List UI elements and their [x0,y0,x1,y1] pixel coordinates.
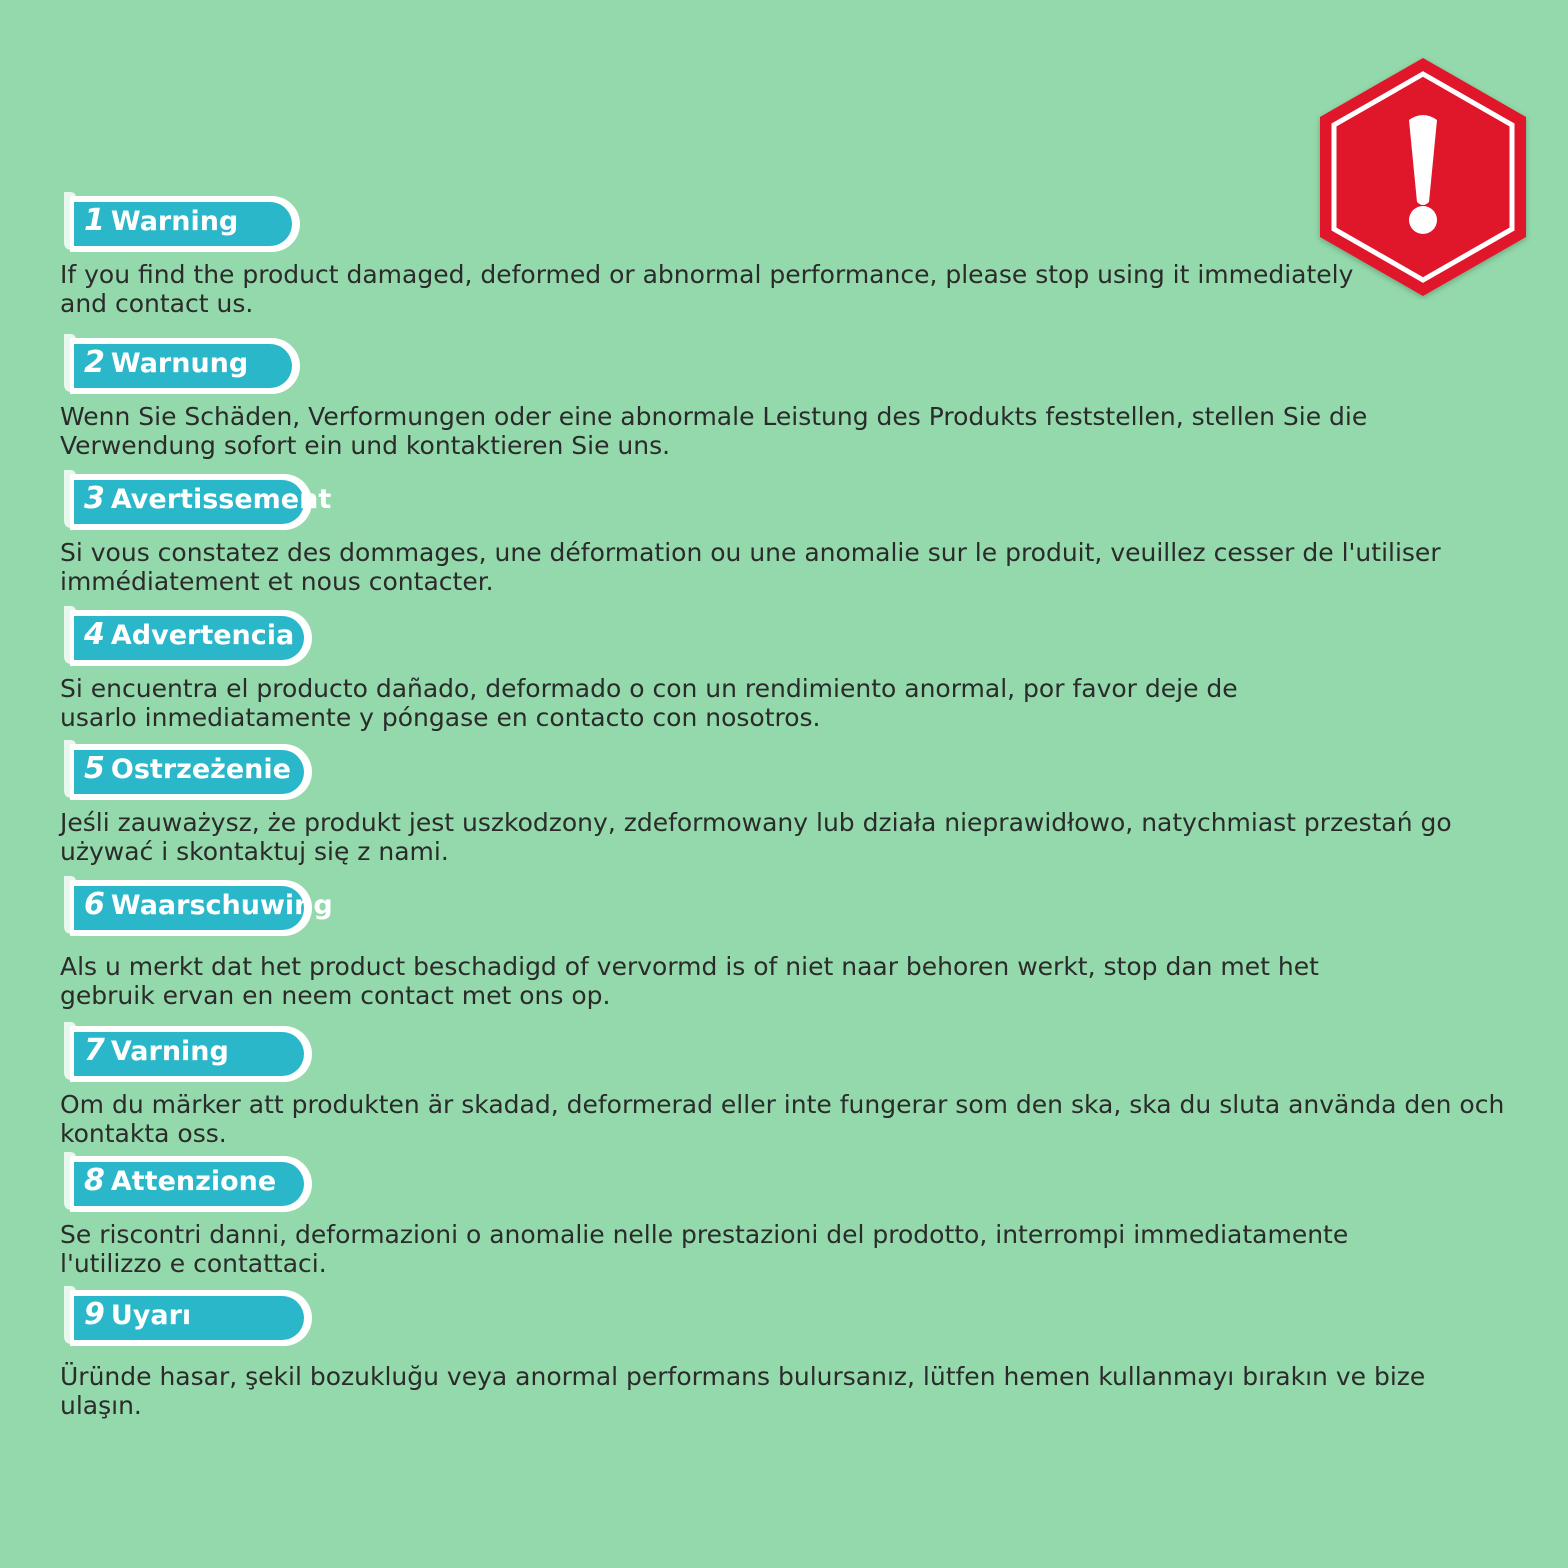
section-tag [60,190,1353,252]
section-text: Wenn Sie Schäden, Verformungen oder eine abnormale Leistung des Produkts feststellen, stellen Sie die Verwendung sofort ein und kontaktieren Sie uns. [60,402,1368,460]
section-title: 9 Uyarı [84,1297,192,1332]
warning-section-1 [60,190,1353,318]
section-title: 6 Waarschuwing [84,887,333,922]
section-text: Si vous constatez des dommages, une déformation ou une anomalie sur le produit, veuillez cesser de l'utiliser immédiatement et nous contacter. [60,538,1441,596]
section-title: 1 Warning [84,203,239,238]
section-text: Üründe hasar, şekil bozukluğu veya anormal performans bulursanız, lütfen hemen kullanmayı bırakın ve bize ulaşın. [60,1362,1426,1420]
section-tag [60,874,1319,936]
section-tag [60,1020,1504,1082]
section-text: Om du märker att produkten är skadad, deformerad eller inte fungerar som den ska, ska du sluta använda den och kontakta oss. [60,1090,1505,1148]
section-title: 2 Warnung [84,345,249,380]
warning-section-7 [60,1020,1504,1148]
section-text: If you find the product damaged, deformed or abnormal performance, please stop using it immediately and contact us. [60,260,1354,318]
section-text: Se riscontri danni, deformazioni o anomalie nelle prestazioni del prodotto, interrompi immediatamente l'utilizzo e contattaci. [60,1220,1349,1278]
section-text: Si encuentra el producto dañado, deformado o con un rendimiento anormal, por favor deje de usarlo inmediatamente y póngase en contacto con nosotros. [60,674,1238,732]
section-title: 3 Avertissement [84,481,332,516]
section-text: Jeśli zauważysz, że produkt jest uszkodzony, zdeformowany lub działa nieprawidłowo, natychmiast przestań go używać i skontaktuj się z nami. [60,808,1452,866]
warning-section-4 [60,604,1238,732]
section-tag [60,1284,1425,1346]
section-title: 7 Varning [84,1033,229,1068]
section-tag [60,332,1367,394]
warning-section-5 [60,738,1452,866]
section-tag [60,1150,1348,1212]
section-title: 8 Attenzione [84,1163,277,1198]
section-text: Als u merkt dat het product beschadigd of vervormd is of niet naar behoren werkt, stop dan met het gebruik ervan en neem contact met ons op. [60,952,1319,1010]
section-tag [60,604,1238,666]
section-tag [60,468,1441,530]
warning-section-3 [60,468,1441,596]
section-title: 4 Advertencia [84,617,295,652]
warning-section-9 [60,1284,1425,1420]
warning-section-2 [60,332,1367,460]
warning-section-8 [60,1150,1348,1278]
section-title: 5 Ostrzeżenie [84,751,291,786]
section-tag [60,738,1452,800]
warning-section-6 [60,874,1319,1010]
